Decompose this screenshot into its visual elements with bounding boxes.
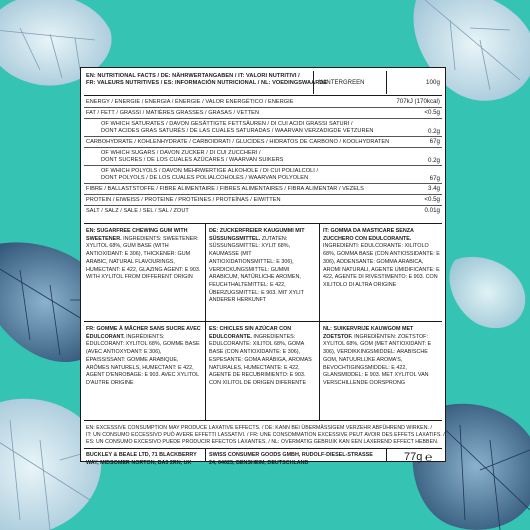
leaf-right-small — [449, 257, 525, 328]
nutrition-label-saturates-1: OF WHICH SATURATES / DAVON GESÄTTIGTE FETTSÄUREN / DI CUI ACIDI GRASSI SATURI / — [101, 121, 353, 127]
nutrition-rule — [84, 223, 442, 224]
nutrition-value-carbohydrate: 67g — [429, 138, 440, 145]
per-amount: 100g — [426, 79, 440, 86]
warning-line-2: IT: UN CONSUMO ECCESSIVO PUÒ AVERE EFFETTI LASSATIVI. / FR: UNE CONSOMMATION EXCESSIVE PEUT AVOIR DES EFFETS LAXATIFS. / — [86, 432, 445, 438]
ingredients-it-text: INGREDIENTI: EDULCORANTE: XILITOLO 68%, GOMMA BASE (CON ANTIOSSIDANTE: E 306), ADDENSANTE: GOMMA ARABICA, AROMI NATURALI, AGENTE UMIDIFICANTE: E 422, AGENTE DI RIVESTIMENTO: E 903. CON XILITOLO DI ALTRA ORIGINE — [323, 243, 440, 288]
ingredients-mid-rule — [84, 321, 442, 322]
row-rule — [84, 107, 442, 108]
row-rule — [84, 165, 442, 166]
ingredients-de — [209, 228, 316, 305]
nutrition-label-saturates-2: DONT ACIDES GRAS SATURÉS / DE LAS CUALES SATURADAS / WAARVAN VERZADIGDE VETZUREN — [101, 128, 374, 134]
nutrition-value-protein: <0.5g — [424, 196, 440, 203]
row-rule — [84, 136, 442, 137]
header-title-line-2: FR: VALEURS NUTRITIVES / ES: INFORMACIÓN NUTRICIONAL / NL: VOEDINGSWAARDE — [86, 80, 328, 86]
nutrition-value-fat: <0.5g — [424, 109, 440, 116]
ingredients-en-title: EN: SUGARFREE CHEWING GUM WITH SWEETENER. — [86, 228, 188, 242]
ingredients-de-text: ZUTATEN: SÜSSUNGSMITTEL: XYLIT 68%, KAUMASSE (MIT ANTIOXIDATIONSMITTEL: E 306), VERDICKUNGSMITTEL: GUMMI ARABICUM, NATÜRLICHE AROMEN, FEUCHTHALTEMITTEL: E 422, ÜBERZUGSMITTEL: E 903. MIT XYLIT ANDERER HERKUNFT — [209, 235, 304, 304]
ingredients-nl — [323, 326, 441, 388]
ingredients-fr — [86, 326, 202, 388]
warning-line-1: EN: EXCESSIVE CONSUMPTION MAY PRODUCE LAXATIVE EFFECTS. / DE: KANN BEI ÜBERMÄSSIGEM VERZEHR ABFÜHREND WIRKEN. / — [86, 425, 432, 431]
ingredients-nl-title: NL: SUIKERVRIJE KAUWGOM MET ZOETSTOF. — [323, 326, 414, 340]
ingredients-fr-title: FR: GOMME À MÂCHER SANS SUCRE AVEC ÉDULCORANT. — [86, 326, 201, 340]
nutrition-label-fat: FAT / FETT / GRASSI / MATIÈRES GRASSES / GRASAS / VETTEN — [86, 110, 260, 116]
ingredients-en — [86, 228, 202, 282]
company-uk: BUCKLEY & BEALE LTD, 71 BLACKBERRY WAY, MIDSOMER NORTON, BA3 2RN, UK — [86, 452, 197, 466]
estimated-sign-icon: ℮ — [425, 450, 433, 464]
ingredients-it-title: IT: GOMMA DA MASTICARE SENZA ZUCCHERO CON EDULCORANTE. — [323, 228, 414, 242]
header-title-line-1: EN: NUTRITIONAL FACTS / DE: NÄHRWERTANGABEN / IT: VALORI NUTRITIVI / — [86, 73, 300, 79]
nutrition-value-sugars: 0.2g — [427, 157, 440, 164]
header-divider-1 — [313, 71, 314, 94]
warning-line-3: ES: UN CONSUMO EXCESIVO PUEDE PRODUCIR EFECTOS LAXANTES. / NL: OVERMATIG GEBRUIK KAN EEN LAXEREND EFFECT HEBBEN. — [86, 439, 439, 445]
nutrition-label-sugars-2: DONT SUCRES / DE LOS CUALES AZÚCARES / WAARVAN SUIKERS — [101, 157, 284, 163]
flavour-name: WINTERGREEN — [319, 80, 365, 86]
company-de: SWISS CONSUMER GOODS GMBH, RUDOLF-DIESEL-STRASSE 24, 64625, BENSHEIM, DEUTSCHLAND — [209, 452, 373, 466]
header-divider-2 — [386, 71, 387, 94]
ingredients-bottom-rule — [84, 420, 442, 421]
nutrition-label-energy: ENERGY / ENERGIE / ENERGIA / ÉNERGIE / VALOR ENERGÉTICO / ENERGIE — [86, 99, 294, 105]
header-rule — [84, 95, 442, 96]
ingredients-it — [323, 228, 441, 290]
footer-divider-1 — [205, 448, 206, 462]
nutrition-label-carbohydrate: CARBOHYDRATE / KOHLENHYDRATE / CARBOIDRATI / GLUCIDES / HIDRATOS DE CARBONO / KOOLHYDRATEN — [86, 139, 390, 145]
nutrition-value-salt: 0.01g — [424, 207, 440, 214]
nutrition-value-saturates: 0.2g — [427, 128, 440, 135]
ingredients-nl-text: INGREDIËNTEN: ZOETSTOF: XYLITOL 68%, GOM (MET ANTIOXIDANT: E 306), VERDIKKINGSMIDDEL: ARABISCHE GOM, NATUURLIJKE AROMA'S, BEVOCHTIGINGSMIDDEL: E 422, GLANSMIDDEL: E 903. MET XYLITOL VAN VERSCHILLENDE OORSPRONG — [323, 333, 432, 386]
net-weight: 77g — [404, 451, 423, 463]
nutrition-label-salt: SALT / SALZ / SALE / SEL / SAL / ZOUT — [86, 208, 189, 214]
row-rule — [84, 118, 442, 119]
nutrition-label-protein: PROTEIN / EIWEISS / PROTEINE / PROTÉINES / PROTEÍNAS / EIWITTEN — [86, 197, 281, 203]
ingredients-es-text: INGREDIENTES: EDULCORANTE: XILITOL 68%, GOMA BASE (CON ANTIOXIDANTE: E 306), ESPESANTE: GOMA ARÁBIGA, AROMAS NATURALES, HUMECTANTE: E 422, AGENTE DE RECUBRIMIENTO: E 903. CON XILITOL DE ORIGEN DIFERENTE — [209, 333, 312, 386]
nutrition-label-fibre: FIBRE / BALLASTSTOFFE / FIBRE ALIMENTAIRE / FIBRES ALIMENTAIRES / FIBRA ALIMENTAR / VEZELS — [86, 186, 364, 192]
ingredients-de-title: DE: ZUCKERFREIER KAUGUMMI MIT SÜSSUNGSMITTEL. — [209, 228, 305, 242]
warnings-rule — [84, 448, 442, 449]
nutrition-label — [80, 67, 446, 466]
row-rule — [84, 194, 442, 195]
footer-divider-2 — [386, 448, 387, 462]
nutrition-label-polyols-2: DONT POLYOLS / DE LOS CUALES POLIALCOHOLES / WAARVAN POLYOLEN — [101, 175, 309, 181]
nutrition-value-polyols: 67g — [429, 175, 440, 182]
nutrition-label-sugars-1: OF WHICH SUGARS / DAVON ZUCKER / DI CUI ZUCCHERI / — [101, 150, 261, 156]
nutrition-value-fibre: 3.4g — [427, 185, 440, 192]
ingredients-es-title: ES: CHICLES SIN AZÚCAR CON EDULCORANTE. — [209, 326, 292, 340]
ingredients-es — [209, 326, 316, 388]
ingredients-en-text: INGREDIENTS: SWEETENER: XYLITOL 68%, GUM BASE (WITH ANTIOXIDANT: E 306), THICKENER: GUM ARABIC, NATURAL FLAVOURINGS, HUMECTANT: E 422, GLAZING AGENT: E 903. WITH XYLITOL FROM DIFFERENT ORIGIN — [86, 235, 201, 281]
nutrition-value-energy: 707kJ (170kcal) — [396, 98, 440, 105]
row-rule — [84, 183, 442, 184]
row-rule — [84, 147, 442, 148]
row-rule — [84, 205, 442, 206]
ingredients-fr-text: INGRÉDIENTS: ÉDULCORANT: XYLITOL 68%, GOMME BASE (AVEC ANTIOXYDANT: E 306), ÉPAISSISSANT: GOMME ARABIQUE, ARÔMES NATURELS, HUMECTANT: E 422, AGENT D'ENROBAGE: E 903. AVEC XYLITOL D'AUTRE ORIGINE — [86, 333, 200, 386]
nutrition-label-polyols-1: OF WHICH POLYOLS / DAVON MEHRWERTIGE ALKOHOLE / DI CUI POLIALCOLI / — [101, 168, 319, 174]
